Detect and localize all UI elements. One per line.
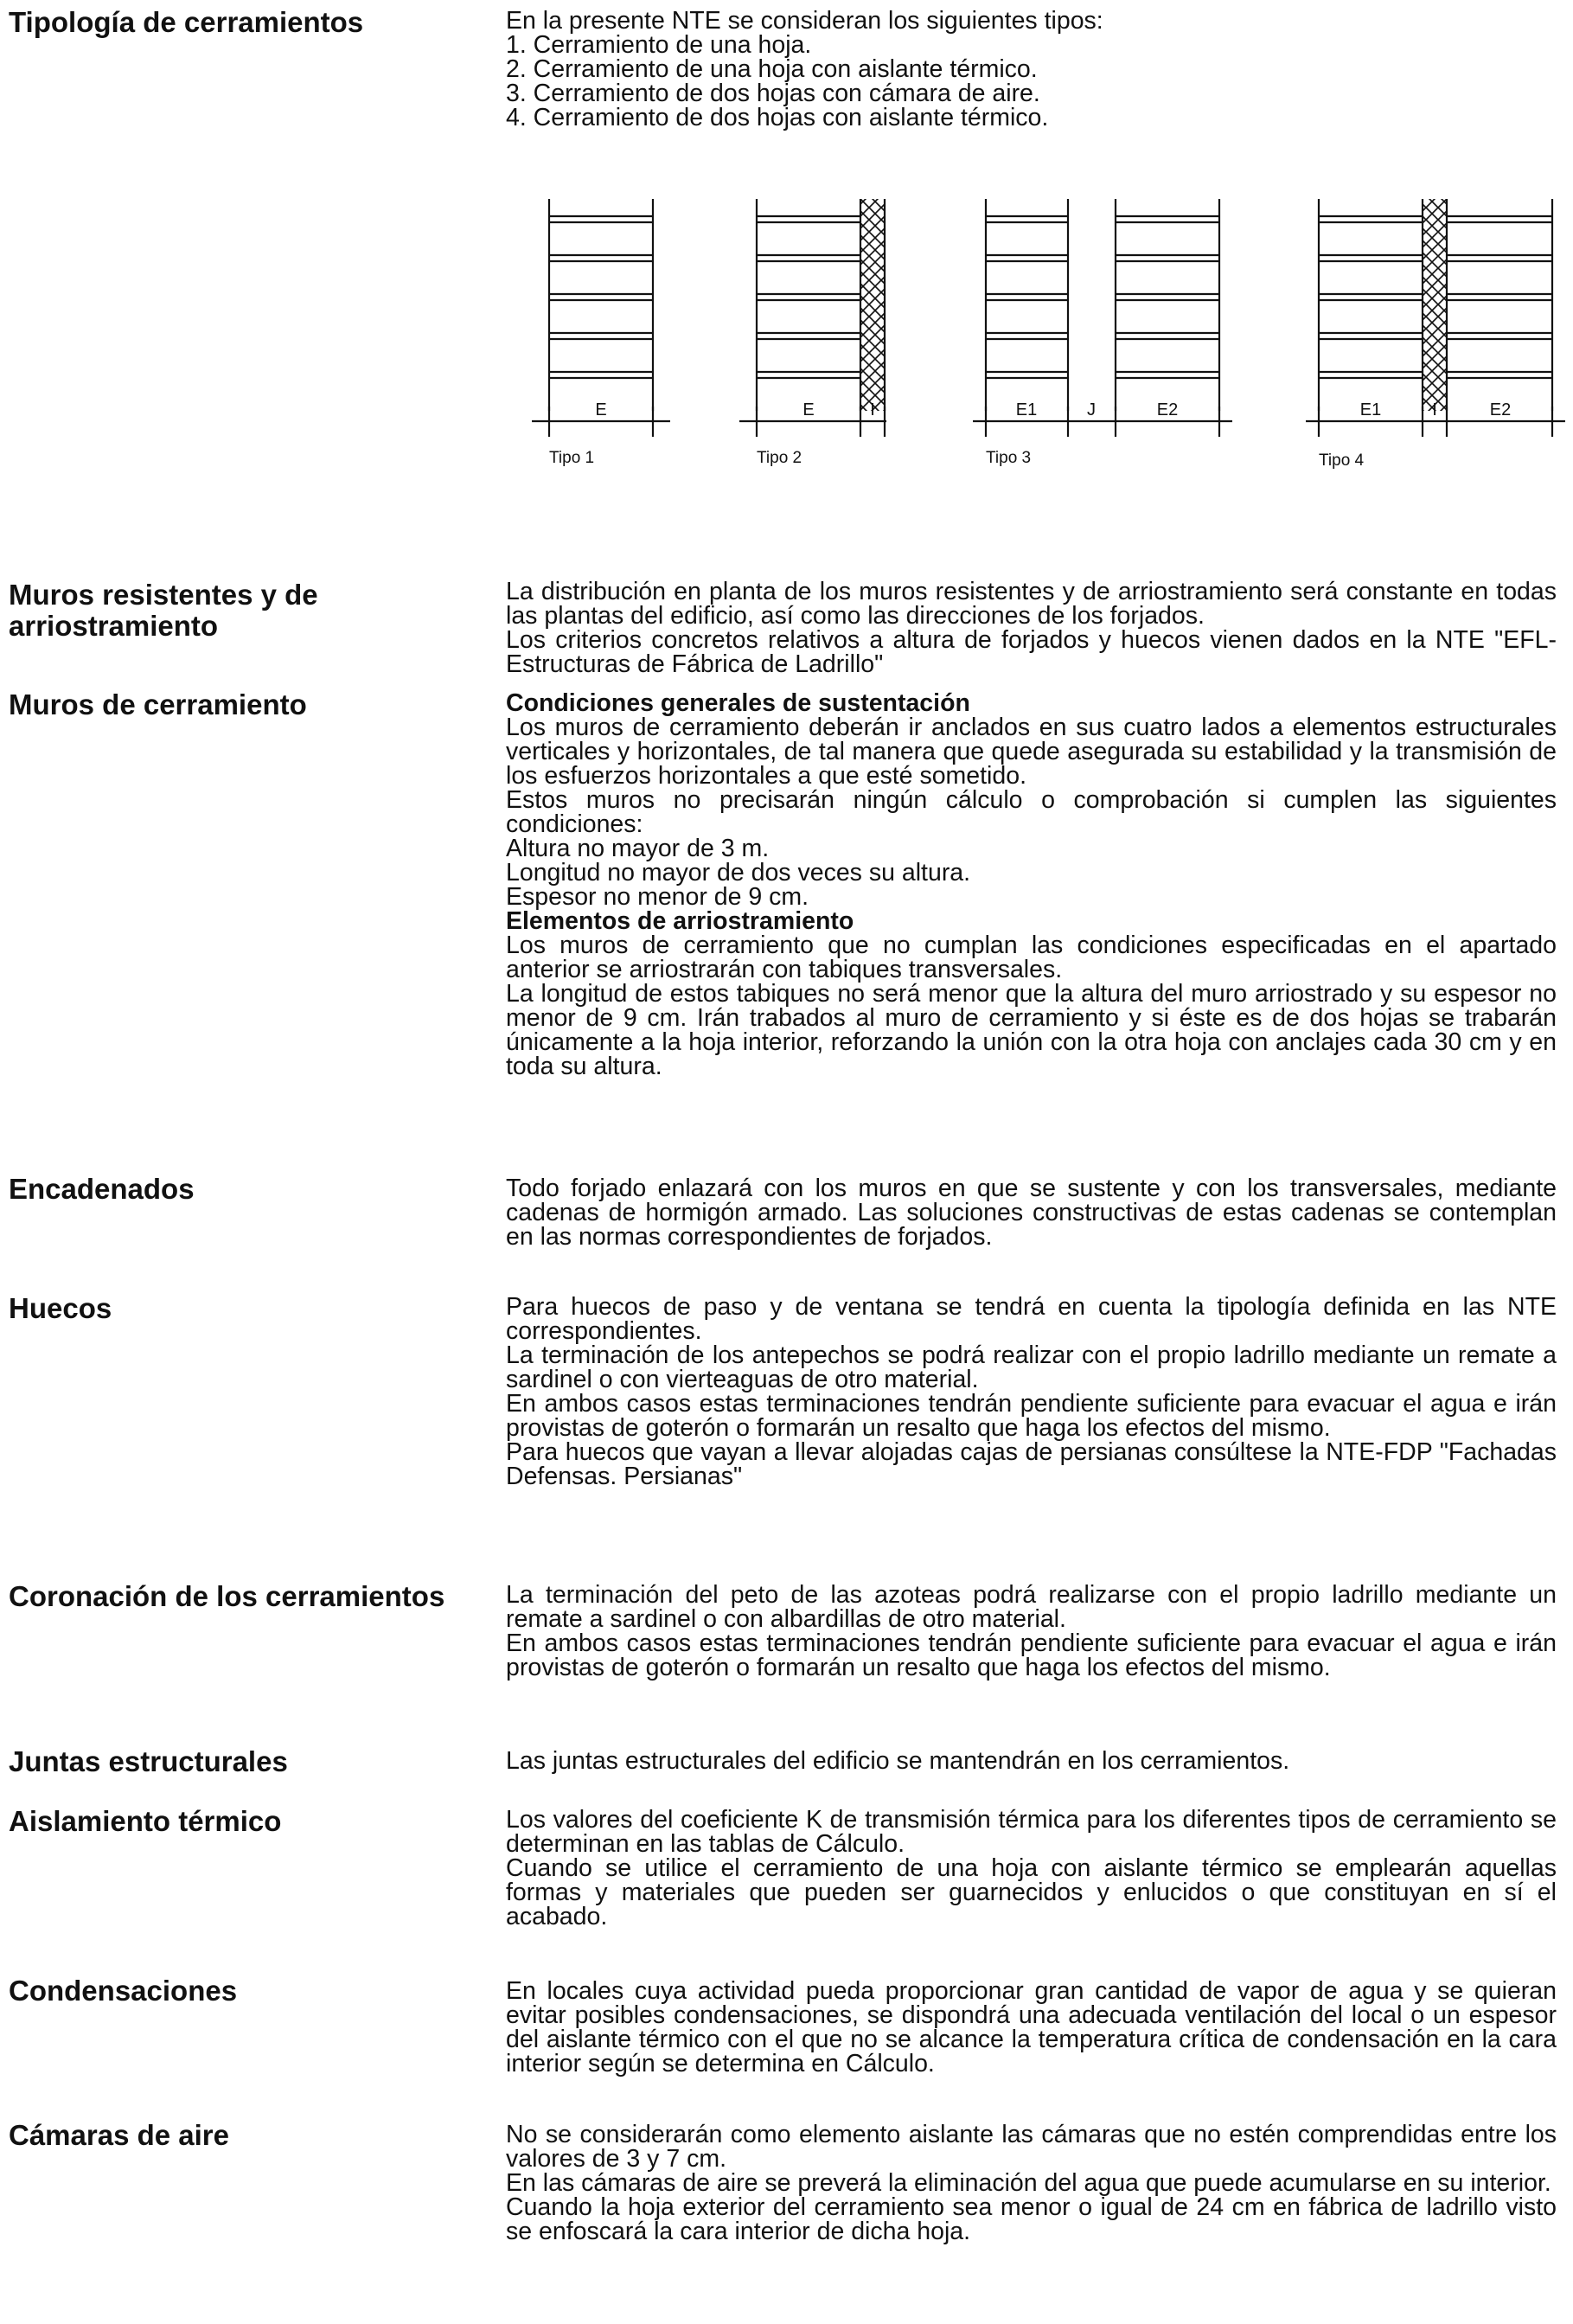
paragraph: En ambos casos estas terminaciones tendrán pendiente suficiente para evacuar el agua e irán provistas de goterón o formarán un resalto que haga los efectos del mismo. <box>506 1629 1557 1681</box>
section-title: Muros de cerramiento <box>9 688 307 720</box>
section-body <box>506 1176 1557 1249</box>
section-body <box>506 579 1557 676</box>
condition: Longitud no mayor de dos veces su altura. <box>506 859 971 887</box>
section-title: Muros resistentes y de arriostramiento <box>9 579 318 642</box>
list-item: 4. Cerramiento de dos hojas con aislante térmico. <box>506 104 1049 131</box>
dim-label: E1 <box>1359 400 1382 419</box>
paragraph: La longitud de estos tabiques no será menor que la altura del muro arriostrado y su espesor no menor de 9 cm. Irán trabados al muro de cerramiento y si éste es de dos hojas se trabarán únicamente a la hoja interior, reforzando la unión con la otra hoja con anclajes cada 30 cm y en toda su altura. <box>506 980 1557 1080</box>
section-title: Juntas estructurales <box>9 1745 288 1777</box>
dim-label: I <box>1432 400 1437 419</box>
list-item: 3. Cerramiento de dos hojas con cámara de aire. <box>506 80 1040 107</box>
section-body <box>506 1749 1557 1773</box>
section-title: Huecos <box>9 1292 112 1324</box>
paragraph: La distribución en planta de los muros resistentes y de arriostramiento será constante en todas las plantas del edificio, así como las direcciones de los forjados. <box>506 578 1557 630</box>
wall-types-diagram <box>506 177 1570 480</box>
paragraph: En ambos casos estas terminaciones tendrán pendiente suficiente para evacuar el agua e irán provistas de goterón o formarán un resalto que haga los efectos del mismo. <box>506 1390 1557 1442</box>
paragraph: Los criterios concretos relativos a altura de forjados y huecos vienen dados en la NTE "EFL-Estructuras de Fábrica de Ladrillo" <box>506 626 1557 678</box>
dim-label: I <box>870 400 875 419</box>
paragraph: Cuando se utilice el cerramiento de una hoja con aislante térmico se emplearán aquellas formas y materiales que pueden ser guarnecidos y enlucidos o que constituyan en sí el acabado. <box>506 1854 1557 1930</box>
paragraph: Para huecos de paso y de ventana se tendrá en cuenta la tipología definida en las NTE correspondientes. <box>506 1293 1557 1345</box>
dim-label: E <box>595 400 607 419</box>
paragraph: Las juntas estructurales del edificio se mantendrán en los cerramientos. <box>506 1747 1290 1775</box>
section-body <box>506 1583 1557 1680</box>
subheading: Elementos de arriostramiento <box>506 907 854 935</box>
paragraph: Para huecos que vayan a llevar alojadas cajas de persianas consúltese la NTE-FDP "Fachadas Defensas. Persianas" <box>506 1438 1557 1490</box>
paragraph: Los muros de cerramiento que no cumplan las condiciones especificadas en el apartado anterior se arriostrarán con tabiques transversales. <box>506 932 1557 983</box>
dim-label: E2 <box>1489 400 1512 419</box>
paragraph: Estos muros no precisarán ningún cálculo o comprobación si cumplen las siguientes condiciones: <box>506 786 1557 838</box>
section-title: Coronación de los cerramientos <box>9 1580 445 1612</box>
condition: Altura no mayor de 3 m. <box>506 835 770 862</box>
section-title: Condensaciones <box>9 1975 238 2007</box>
paragraph: La terminación del peto de las azoteas podrá realizarse con el propio ladrillo mediante un remate a sardinel o con albardillas de otro material. <box>506 1581 1557 1633</box>
paragraph: Los muros de cerramiento deberán ir anclados en sus cuatro lados a elementos estructurales verticales y horizontales, de tal manera que quede asegurada su estabilidad y la transmisión de los esfuerzos horizontales a que esté sometido. <box>506 714 1557 790</box>
insulation-layer <box>1423 199 1446 411</box>
list-item: 1. Cerramiento de una hoja. <box>506 31 812 59</box>
section-title: Tipología de cerramientos <box>9 6 364 38</box>
paragraph: La terminación de los antepechos se podrá realizar con el propio ladrillo mediante un remate a sardinel o con vierteaguas de otro material. <box>506 1341 1557 1393</box>
paragraph: Todo forjado enlazará con los muros en que se sustente y con los transversales, mediante cadenas de hormigón armado. Las soluciones constructivas de estas cadenas se contemplan en las normas correspondientes de forjados. <box>506 1175 1557 1251</box>
section-title: Aislamiento térmico <box>9 1805 282 1837</box>
subheading: Condiciones generales de sustentación <box>506 689 970 717</box>
section-body <box>506 691 1557 1079</box>
figure-caption: Tipo 4 <box>1319 451 1365 470</box>
paragraph: Los valores del coeficiente K de transmisión térmica para los diferentes tipos de cerramiento se determinan en las tablas de Cálculo. <box>506 1806 1557 1858</box>
intro-text: En la presente NTE se consideran los siguientes tipos: <box>506 7 1103 35</box>
dim-label: E1 <box>1015 400 1038 419</box>
section-body <box>506 1979 1557 2076</box>
figure-caption: Tipo 2 <box>757 449 802 467</box>
section-body <box>506 9 1557 130</box>
section-body <box>506 2122 1557 2244</box>
figure-caption: Tipo 1 <box>549 449 595 467</box>
figure-caption: Tipo 3 <box>986 449 1032 467</box>
dim-label: E2 <box>1156 400 1179 419</box>
wall-types-figure <box>506 177 1570 480</box>
tipo-3-wall <box>973 199 1232 437</box>
paragraph: Cuando la hoja exterior del cerramiento sea menor o igual de 24 cm en fábrica de ladrillo visto se enfoscará la cara interior de dicha hoja. <box>506 2193 1557 2245</box>
list-item: 2. Cerramiento de una hoja con aislante térmico. <box>506 55 1038 83</box>
dim-label: E <box>802 400 815 419</box>
paragraph: En las cámaras de aire se preverá la eliminación del agua que puede acumularse en su interior. <box>506 2169 1551 2197</box>
section-body <box>506 1295 1557 1489</box>
section-title: Cámaras de aire <box>9 2119 229 2151</box>
insulation-layer <box>861 199 884 411</box>
condition: Espesor no menor de 9 cm. <box>506 883 809 911</box>
dim-label: J <box>1087 400 1096 419</box>
paragraph: No se considerarán como elemento aislante las cámaras que no estén comprendidas entre los valores de 3 y 7 cm. <box>506 2121 1557 2173</box>
paragraph: En locales cuya actividad pueda proporcionar gran cantidad de vapor de agua y se quieran evitar posibles condensaciones, se dispondrá una adecuada ventilación del local o un espesor del aislante térmico con el que no se alcance la temperatura crítica de condensación en la cara interior según se determina en Cálculo. <box>506 1977 1557 2078</box>
section-title: Encadenados <box>9 1173 195 1205</box>
section-body <box>506 1808 1557 1929</box>
